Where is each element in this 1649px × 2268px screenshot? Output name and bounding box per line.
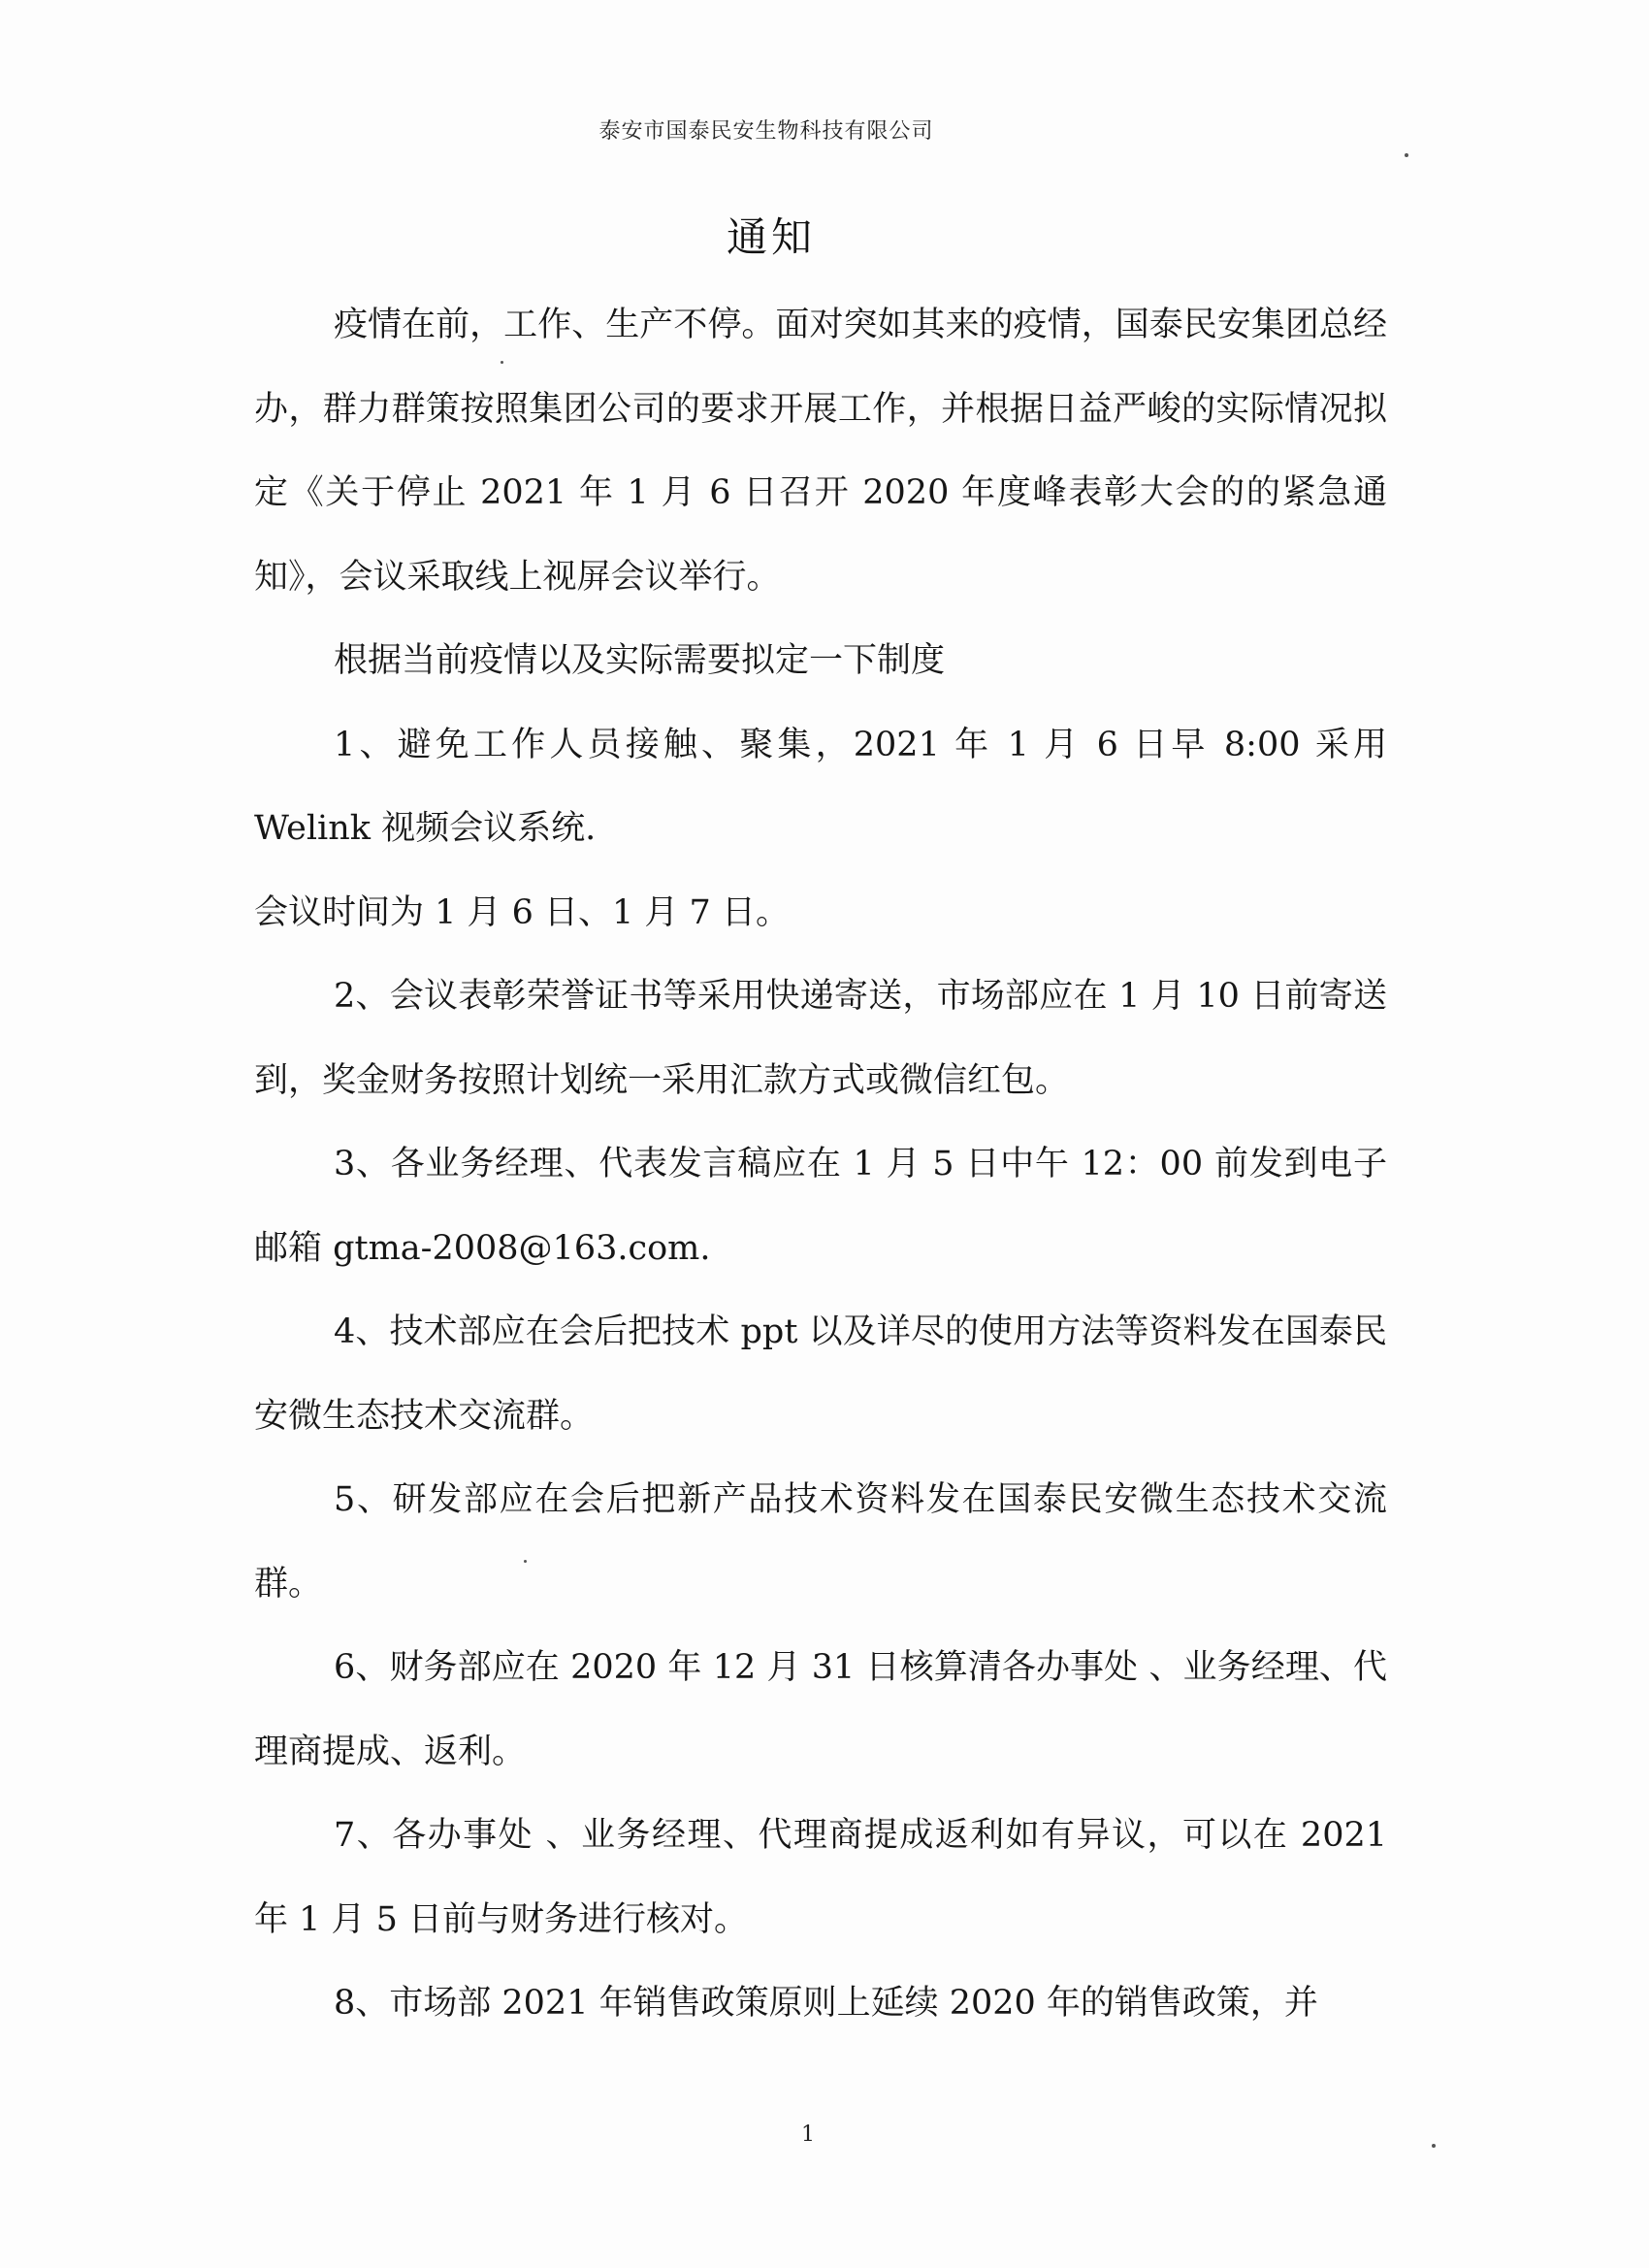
- page-number: 1: [801, 2122, 815, 2147]
- scan-speck: [524, 1560, 527, 1563]
- paragraph-item-3: 3、各业务经理、代表发言稿应在 1 月 5 日中午 12：00 前发到电子邮箱 gtma-2008@163.com.: [254, 1145, 1387, 1268]
- scan-speck: [501, 361, 503, 364]
- paragraph-item-4: 4、技术部应在会后把技术 ppt 以及详尽的使用方法等资料发在国泰民安微生态技术交流群。: [254, 1312, 1387, 1436]
- document-title: 通知: [726, 213, 816, 261]
- company-header: 泰安市国泰民安生物科技有限公司: [598, 119, 934, 144]
- scan-speck: [1432, 2144, 1436, 2148]
- paragraph-item-8: 8、市场部 2021 年销售政策原则上延续 2020 年的销售政策，并: [334, 1984, 1318, 2023]
- paragraph-item-5: 5、研发部应在会后把新产品技术资料发在国泰民安微生态技术交流群。: [254, 1480, 1387, 1604]
- paragraph-item-6: 6、财务部应在 2020 年 12 月 31 日核算清各办事处 、业务经理、代理商提成、返利。: [254, 1648, 1387, 1771]
- scan-speck: [1405, 153, 1408, 157]
- document-body: [254, 283, 1387, 2046]
- paragraph-item-2: 2、会议表彰荣誉证书等采用快递寄送，市场部应在 1 月 10 日前寄送到，奖金财务按照计划统一采用汇款方式或微信红包。: [254, 977, 1387, 1100]
- paragraph-meeting-time: 会议时间为 1 月 6 日、1 月 7 日。: [254, 892, 790, 932]
- paragraph-item-1: 1、避免工作人员接触、聚集，2021 年 1 月 6 日早 8:00 采用 Welink 视频会议系统.: [254, 725, 1387, 848]
- paragraph-item-7: 7、各办事处 、业务经理、代理商提成返利如有异议，可以在 2021 年 1 月 5 日前与财务进行核对。: [254, 1816, 1387, 1939]
- paragraph-preface: 根据当前疫情以及实际需要拟定一下制度: [334, 641, 946, 680]
- paragraph-intro: 疫情在前，工作、生产不停。面对突如其来的疫情，国泰民安集团总经办，群力群策按照集团公司的要求开展工作，并根据日益严峻的实际情况拟定《关于停止 2021 年 1 月 6 日召开 2020 年度峰表彰大会的的紧急通知》，会议采取线上视屏会议举行。: [254, 306, 1387, 597]
